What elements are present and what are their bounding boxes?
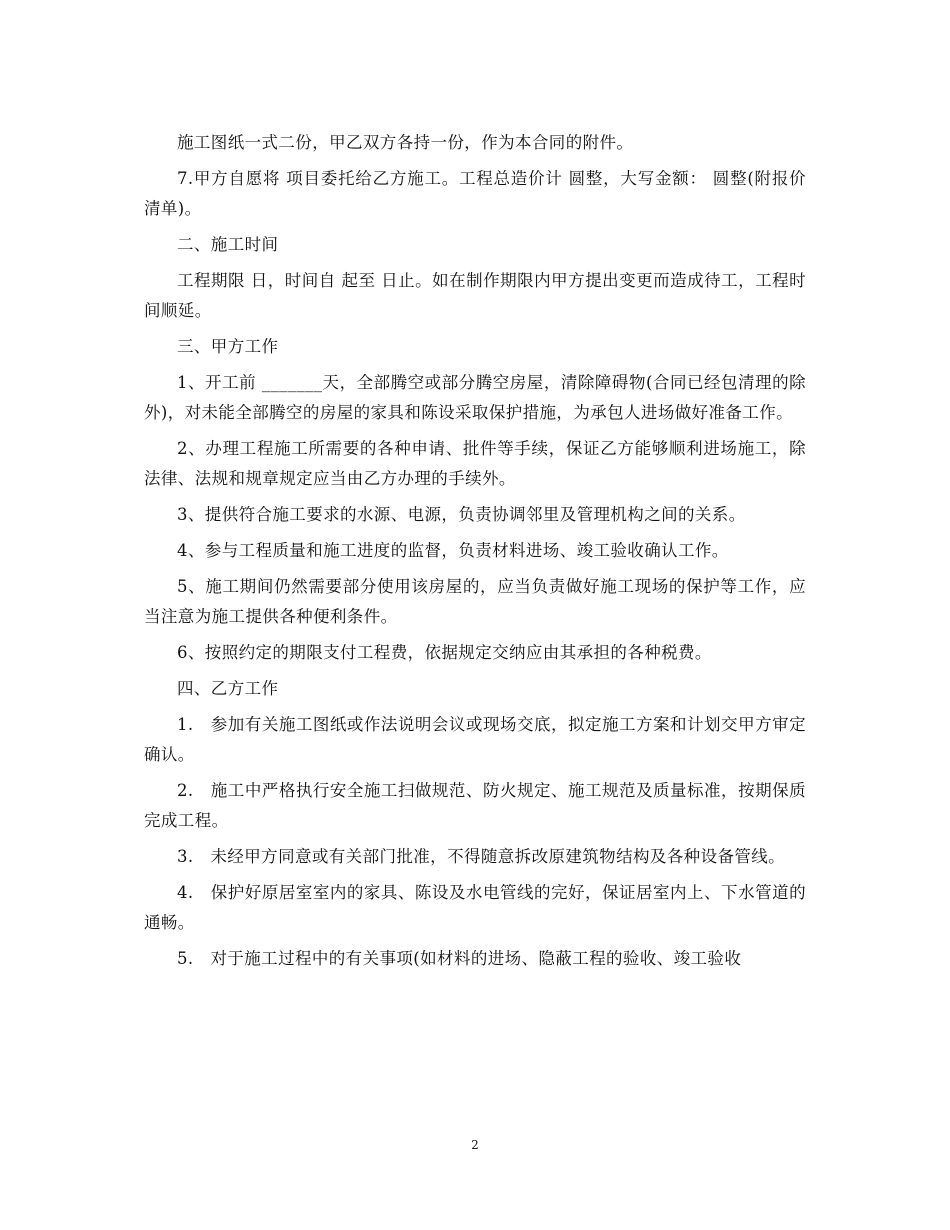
paragraph: 施工图纸一式二份，甲乙双方各持一份，作为本合同的附件。 [177,133,634,152]
page-number: 2 [471,1138,479,1152]
document-body [144,128,806,980]
section-heading: 二、施工时间 [177,235,279,254]
paragraph: 工程期限 日，时间自 起至 日止。如在制作期限内甲方提出变更而造成待工，工程时间顺延。 [144,271,806,320]
section-heading: 三、甲方工作 [177,337,279,356]
list-item: 3. 未经甲方同意或有关部门批准，不得随意拆改原建筑物结构及各种设备管线。 [177,847,786,866]
paragraph: 7.甲方自愿将 项目委托给乙方施工。工程总造价计 圆整，大写金额： 圆整(附报价清单)。 [144,169,806,218]
list-item: 4. 保护好原居室室内的家具、陈设及水电管线的完好，保证居室内上、下水管道的通畅。 [144,883,806,932]
section-heading: 四、乙方工作 [177,679,279,698]
list-item: 2、办理工程施工所需要的各种申请、批件等手续，保证乙方能够顺利进场施工，除法律、法规和规章规定应当由乙方办理的手续外。 [144,439,806,488]
list-item: 4、参与工程质量和施工进度的监督，负责材料进场、竣工验收确认工作。 [177,541,729,560]
list-item: 6、按照约定的期限支付工程费，依据规定交纳应由其承担的各种税费。 [177,643,712,662]
list-item: 2. 施工中严格执行安全施工扫做规范、防火规定、施工规范及质量标准，按期保质完成工程。 [144,781,806,830]
list-item: 1. 参加有关施工图纸或作法说明会议或现场交底，拟定施工方案和计划交甲方审定确认。 [144,715,806,764]
list-item: 5、施工期间仍然需要部分使用该房屋的，应当负责做好施工现场的保护等工作，应当注意为施工提供各种便利条件。 [144,577,806,626]
list-item: 1、开工前 _______天，全部腾空或部分腾空房屋，清除障碍物(合同已经包清理的除外)，对未能全部腾空的房屋的家具和陈设采取保护措施，为承包人进场做好准备工作。 [144,373,806,422]
list-item: 5. 对于施工过程中的有关事项(如材料的进场、隐蔽工程的验收、竣工验收 [177,949,742,968]
list-item: 3、提供符合施工要求的水源、电源，负责协调邻里及管理机构之间的关系。 [177,505,746,524]
